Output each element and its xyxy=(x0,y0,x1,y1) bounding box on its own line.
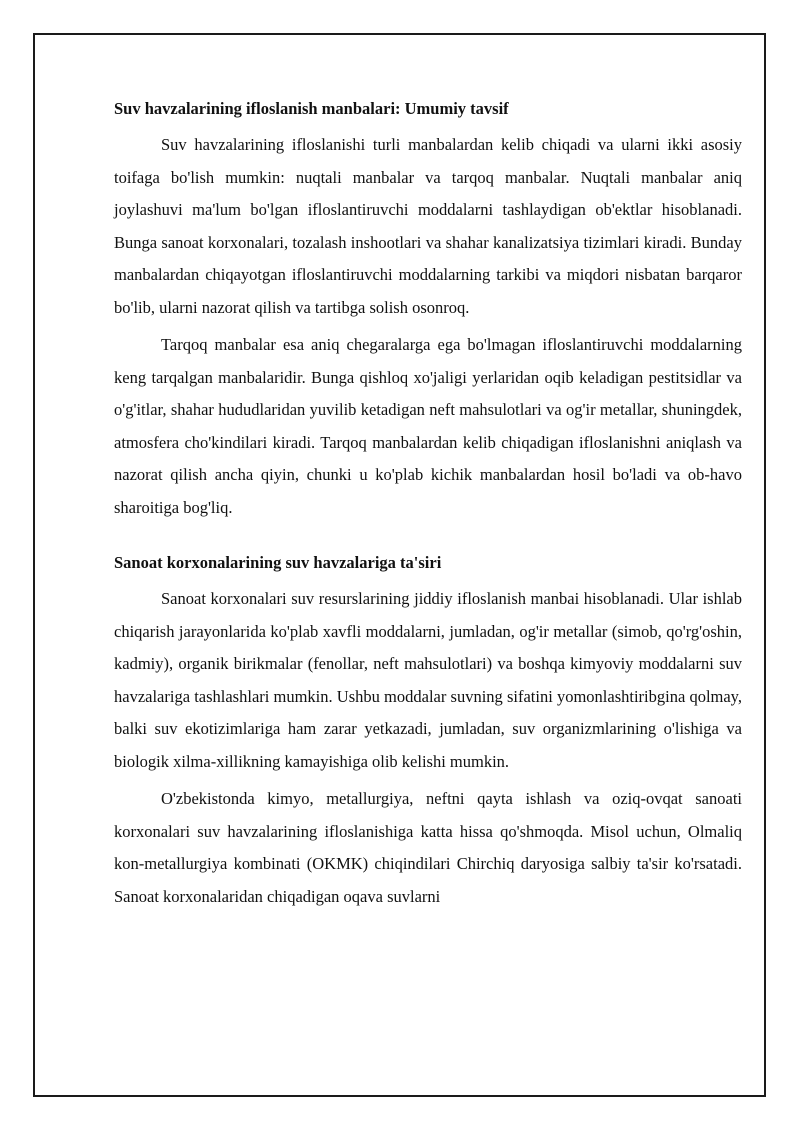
paragraph-industrial-pollutants: Sanoat korxonalari suv resurslarining jiddiy ifloslanish manbai hisoblanadi. Ular ishlab chiqarish jarayonlarida ko'plab xavfli moddalarni, jumladan, og'ir metallar (simob, qo'rg'oshin, kadmiy), organik birikmalar (fenollar, neft mahsulotlari) va boshqa kimyoviy moddalarni suv havzalariga tashlashlari mumkin. Ushbu moddalar suvning sifatini yomonlashtiribgina qolmay, balki suv ekotizimlariga ham zarar yetkazadi, jumladan, suv organizmlarining o'lishiga va biologik xilma-xillikning kamayishiga olib kelishi mumkin. xyxy=(114,589,742,771)
paragraph-uzbekistan-industry: O'zbekistonda kimyo, metallurgiya, neftni qayta ishlash va oziq-ovqat sanoati korxonalari suv havzalarining ifloslanishiga katta hissa qo'shmoqda. Misol uchun, Olmaliq kon-metallurgiya kombinati (OKMK) chiqindilari Chirchiq daryosiga salbiy ta'sir ko'rsatadi. Sanoat korxonalaridan chiqadigan oqava suvlarni xyxy=(114,789,742,906)
paragraph-point-sources: Suv havzalarining ifloslanishi turli manbalardan kelib chiqadi va ularni ikki asosiy toifaga bo'lish mumkin: nuqtali manbalar va tarqoq manbalar. Nuqtali manbalar aniq joylashuvi ma'lum bo'lgan ifloslantiruvchi moddalarni tashlaydigan ob'ektlar hisoblanadi. Bunga sanoat korxonalari, tozalash inshootlari va shahar kanalizatsiya tizimlari kiradi. Bunday manbalardan chiqayotgan ifloslantiruvchi moddalarning tarkibi va miqdori nisbatan barqaror bo'lib, ularni nazorat qilish va tartibga solish osonroq. xyxy=(114,135,742,317)
section-heading-industrial-impact: Sanoat korxonalarining suv havzalariga ta'siri xyxy=(114,553,442,572)
paragraph-diffuse-sources: Tarqoq manbalar esa aniq chegaralarga ega bo'lmagan ifloslantiruvchi moddalarning keng tarqalgan manbalaridir. Bunga qishloq xo'jaligi yerlaridan oqib keladigan pestitsidlar va o'g'itlar, shahar hududlaridan yuvilib ketadigan neft mahsulotlari va og'ir metallar, shuningdek, atmosfera cho'kindilari kiradi. Tarqoq manbalardan kelib chiqadigan ifloslanishni aniqlash va nazorat qilish ancha qiyin, chunki u ko'plab kichik manbalardan hosil bo'ladi va ob-havo sharoitiga bog'liq. xyxy=(114,335,742,517)
section-heading-pollution-sources: Suv havzalarining ifloslanish manbalari: Umumiy tavsif xyxy=(114,99,509,118)
document-body xyxy=(114,98,742,918)
